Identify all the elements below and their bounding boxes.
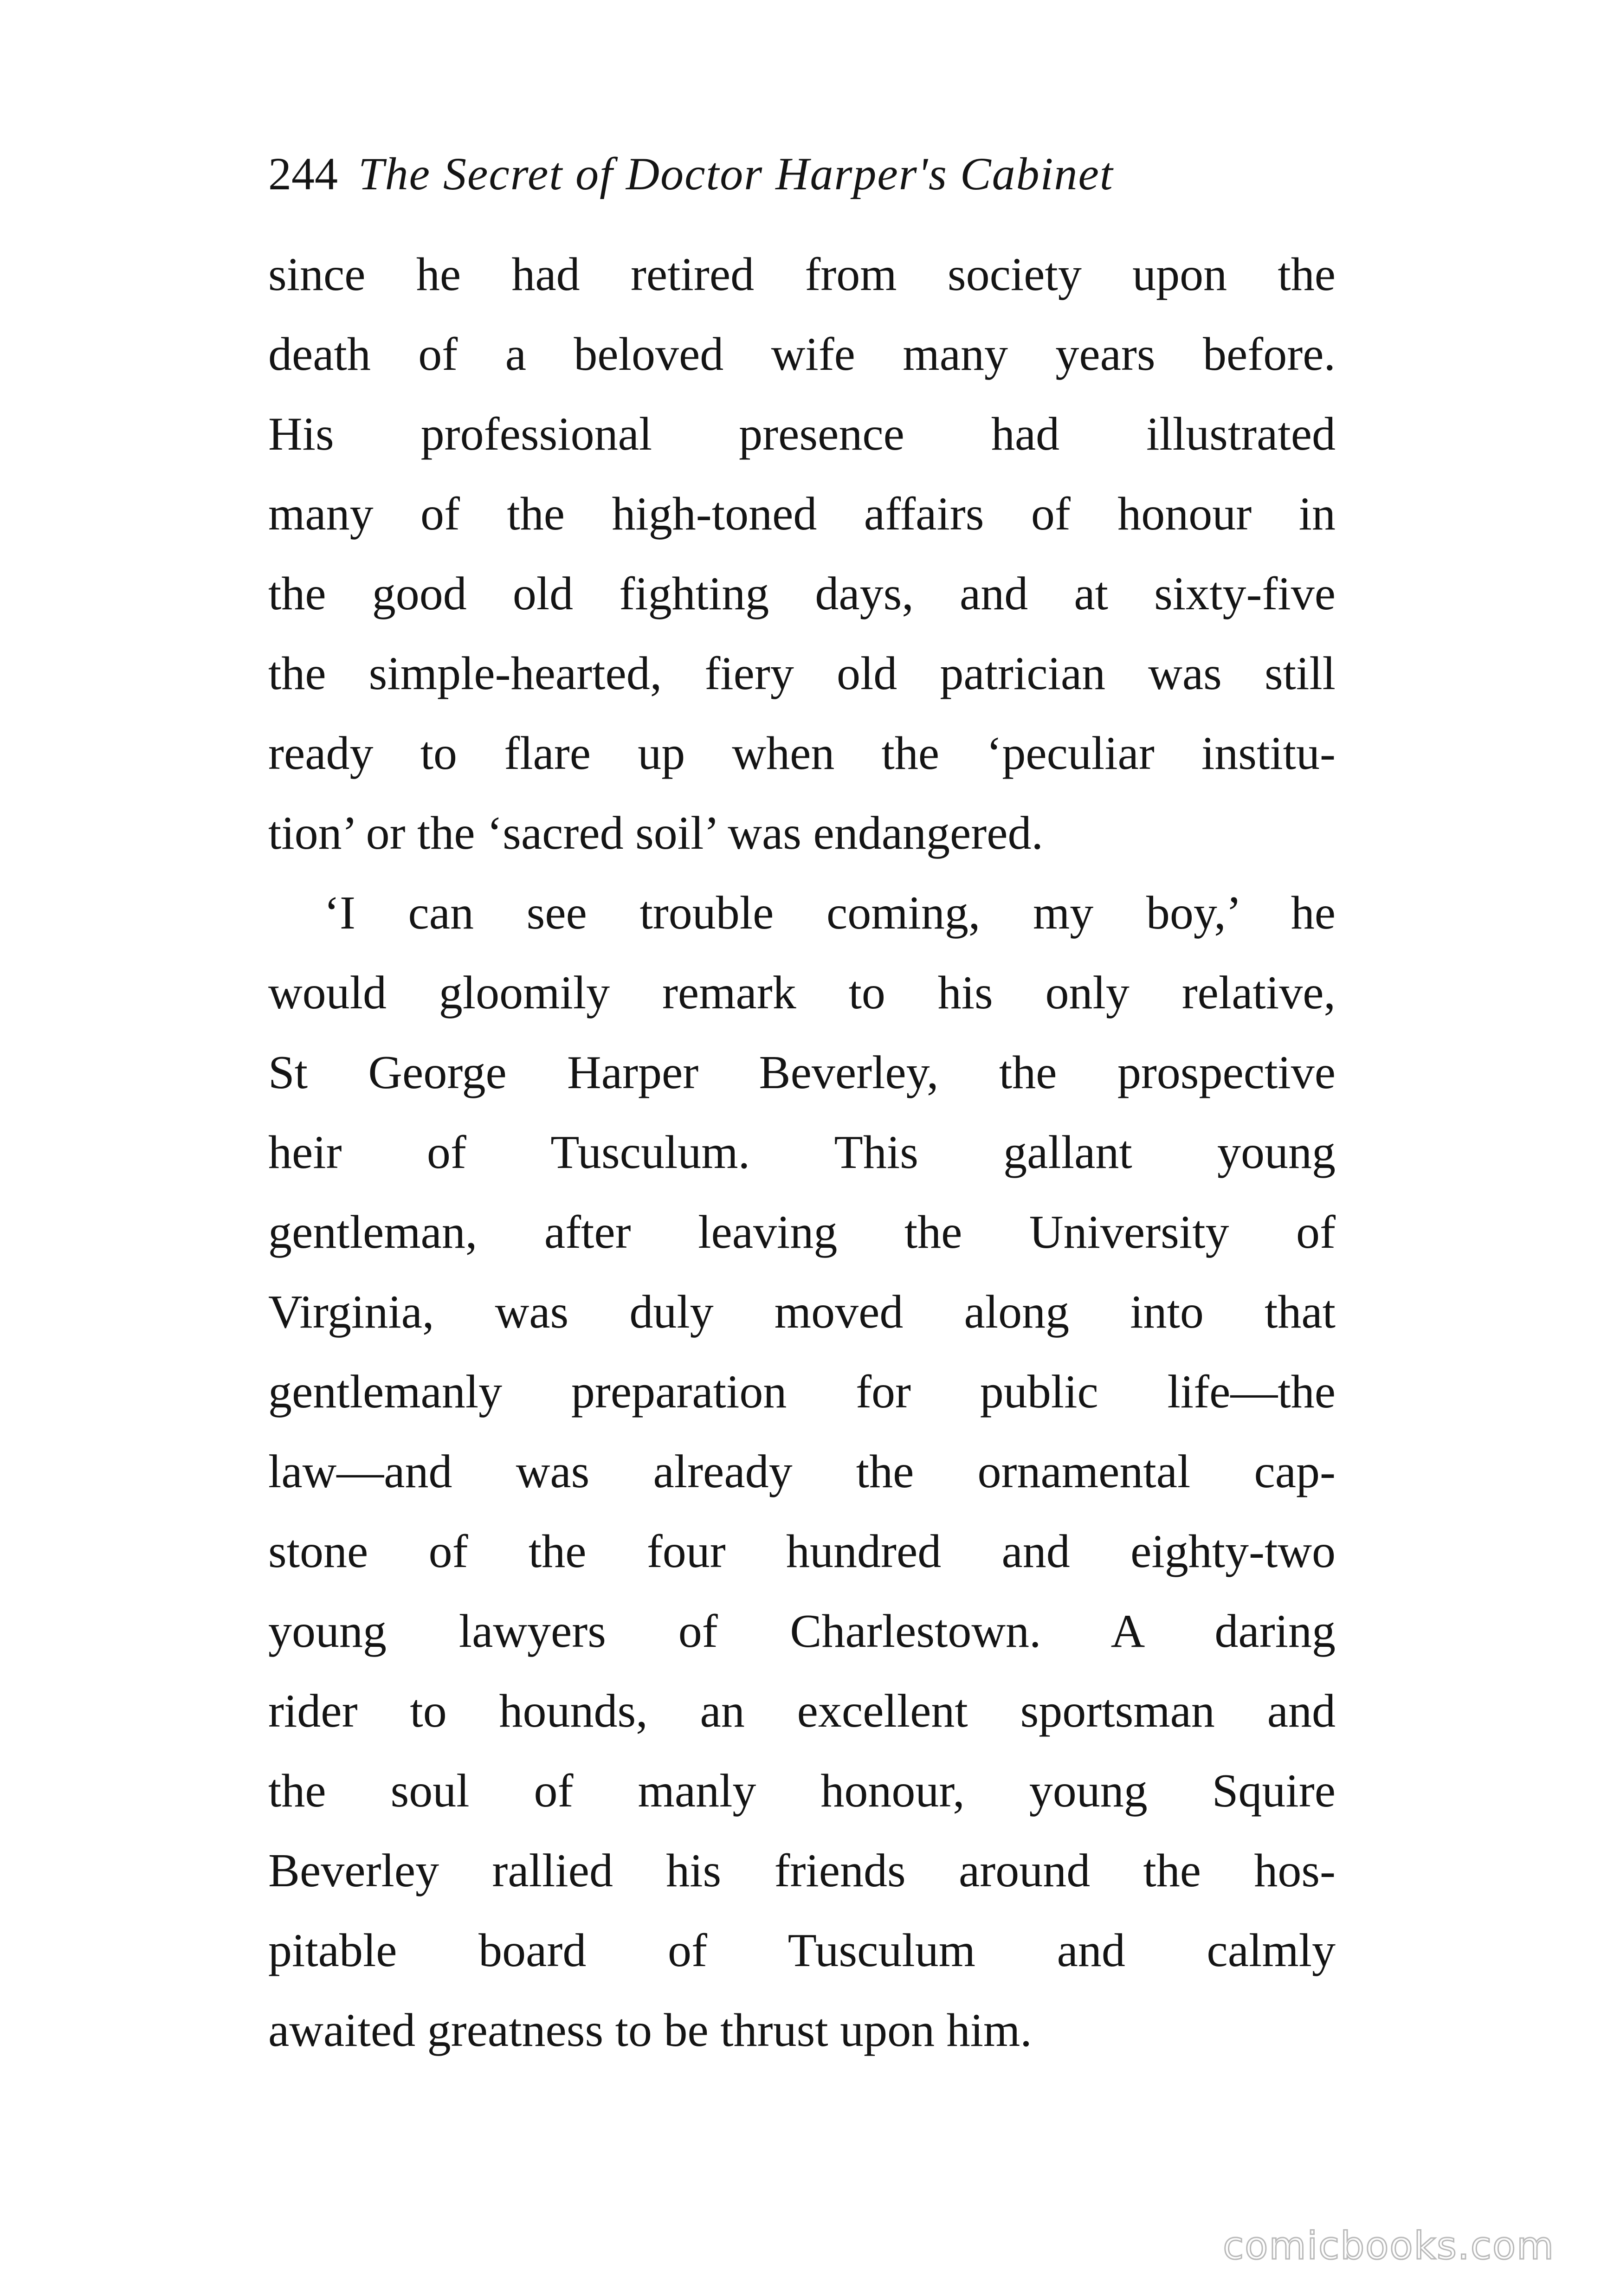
text-line: ‘I can see trouble coming, my boy,’ he [324,887,1336,939]
text-line: stone of the four hundred and eighty-two [268,1525,1336,1578]
text-line: St George Harper Beverley, the prospective [268,1046,1336,1099]
watermark: comicbooks.com [1223,2224,1555,2268]
running-head [268,139,1336,209]
text-line: the simple-hearted, fiery old patrician was still [268,647,1336,700]
text-line: death of a beloved wife many years before. [268,328,1336,381]
text-line: ready to flare up when the ‘peculiar institu- [268,727,1336,780]
text-line: Virginia, was duly moved along into that [268,1286,1336,1338]
text-line: would gloomily remark to his only relative, [268,967,1336,1019]
text-line: pitable board of Tusculum and calmly [268,1924,1336,1977]
text-line: rider to hounds, an excellent sportsman and [268,1685,1336,1737]
text-line: tion’ or the ‘sacred soil’ was endangered. [268,807,1044,859]
text-line: Beverley rallied his friends around the hos- [268,1845,1336,1897]
text-line: the soul of manly honour, young Squire [268,1765,1336,1817]
text-line: heir of Tusculum. This gallant young [268,1126,1336,1179]
text-line: gentlemanly preparation for public life—the [268,1366,1336,1418]
text-line: young lawyers of Charlestown. A daring [268,1605,1336,1658]
body-text [268,235,1336,2070]
text-line: His professional presence had illustrated [268,408,1336,460]
text-line: the good old fighting days, and at sixty-five [268,568,1336,620]
text-line: awaited greatness to be thrust upon him. [268,2004,1032,2057]
running-title: The Secret of Doctor Harper's Cabinet [358,148,1114,200]
page-number: 244 [268,148,338,200]
text-line: gentleman, after leaving the University of [268,1206,1336,1258]
text-line: law—and was already the ornamental cap- [268,1445,1336,1498]
text-line: many of the high-toned affairs of honour in [268,488,1336,540]
text-line: since he had retired from society upon the [268,248,1336,301]
